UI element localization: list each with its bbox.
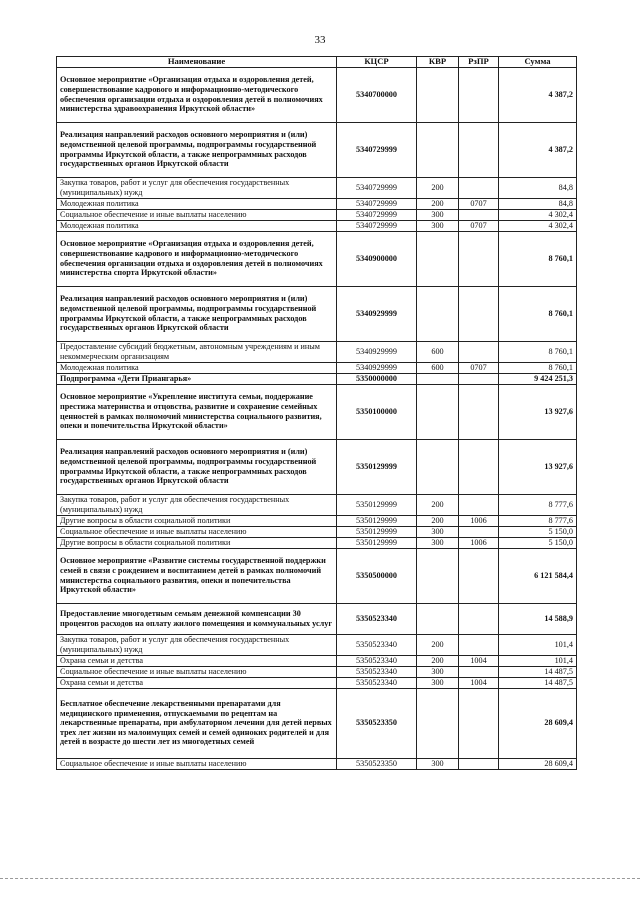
cell-kcsr: 5350523340 xyxy=(337,666,417,677)
cell-kvr: 200 xyxy=(417,515,459,526)
cell-name: Социальное обеспечение и иные выплаты населению xyxy=(57,209,337,220)
table-row xyxy=(57,526,577,537)
cell-name: Предоставление субсидий бюджетным, автономным учреждениям и иным некоммерческим организациям xyxy=(57,341,337,362)
cell-kvr: 200 xyxy=(417,494,459,515)
table-row xyxy=(57,341,577,362)
cell-sum: 13 927,6 xyxy=(499,439,577,494)
cell-kvr: 200 xyxy=(417,198,459,209)
table-row xyxy=(57,67,577,122)
table-row xyxy=(57,286,577,341)
cell-name: Бесплатное обеспечение лекарственными препаратами для медицинского применения, отпускаемыми по рецептам на лекарственные препараты, при амбулаторном лечении для детей первых трех лет жизни из малоимущих семей и семей одиноких родителей и для детей в возрасте до шести лет из многодетных семей xyxy=(57,688,337,758)
cell-name: Социальное обеспечение и иные выплаты населению xyxy=(57,758,337,769)
cell-kvr: 200 xyxy=(417,177,459,198)
cell-rzpr: 1006 xyxy=(459,537,499,548)
table-row xyxy=(57,515,577,526)
cell-kcsr: 5350523350 xyxy=(337,688,417,758)
cell-kvr xyxy=(417,439,459,494)
cell-rzpr: 1004 xyxy=(459,655,499,666)
table-row xyxy=(57,688,577,758)
cell-sum: 28 609,4 xyxy=(499,688,577,758)
cell-rzpr xyxy=(459,286,499,341)
cell-kvr: 300 xyxy=(417,209,459,220)
cell-name: Предоставление многодетным семьям денежной компенсации 30 процентов расходов на оплату жилого помещения и коммунальных услуг xyxy=(57,603,337,634)
cell-sum: 8 760,1 xyxy=(499,341,577,362)
cell-name: Социальное обеспечение и иные выплаты населению xyxy=(57,666,337,677)
cell-sum: 84,8 xyxy=(499,198,577,209)
cell-sum: 84,8 xyxy=(499,177,577,198)
cell-name: Социальное обеспечение и иные выплаты населению xyxy=(57,526,337,537)
cell-rzpr xyxy=(459,758,499,769)
table-row xyxy=(57,677,577,688)
header-kcsr: КЦСР xyxy=(337,57,417,68)
page-number: 33 xyxy=(314,34,326,46)
cell-name: Закупка товаров, работ и услуг для обеспечения государственных (муниципальных) нужд xyxy=(57,494,337,515)
header-rzpr: РзПР xyxy=(459,57,499,68)
table-row xyxy=(57,603,577,634)
cell-sum: 8 777,6 xyxy=(499,515,577,526)
cell-kvr: 300 xyxy=(417,677,459,688)
cell-name: Другие вопросы в области социальной политики xyxy=(57,537,337,548)
cell-sum: 14 487,5 xyxy=(499,677,577,688)
cell-kvr xyxy=(417,231,459,286)
cell-kcsr: 5340729999 xyxy=(337,209,417,220)
cell-kcsr: 5340929999 xyxy=(337,362,417,373)
cell-kvr: 300 xyxy=(417,220,459,231)
cell-kvr xyxy=(417,688,459,758)
table-row xyxy=(57,231,577,286)
table-row xyxy=(57,655,577,666)
table-row xyxy=(57,494,577,515)
cell-kcsr: 5350523340 xyxy=(337,634,417,655)
cell-kcsr: 5350129999 xyxy=(337,526,417,537)
cell-rzpr xyxy=(459,603,499,634)
cell-name: Подпрограмма «Дети Приангарья» xyxy=(57,373,337,384)
cell-sum: 28 609,4 xyxy=(499,758,577,769)
table-row xyxy=(57,758,577,769)
cell-sum: 8 760,1 xyxy=(499,286,577,341)
table-body xyxy=(57,67,577,769)
cell-name: Основное мероприятие «Организация отдыха и оздоровления детей, совершенствование кадрового и информационно-методического обеспечения организации отдыха и оздоровления детей в полномочиях министерства здравоохранения Иркутской области» xyxy=(57,67,337,122)
cell-kcsr: 5350523340 xyxy=(337,677,417,688)
cell-sum: 8 760,1 xyxy=(499,231,577,286)
cell-sum: 6 121 584,4 xyxy=(499,548,577,603)
table-row xyxy=(57,362,577,373)
cell-kvr: 600 xyxy=(417,341,459,362)
table-row xyxy=(57,666,577,677)
cell-sum: 14 588,9 xyxy=(499,603,577,634)
cell-kcsr: 5340900000 xyxy=(337,231,417,286)
cell-rzpr xyxy=(459,209,499,220)
table-row xyxy=(57,198,577,209)
cell-kvr xyxy=(417,548,459,603)
cell-kcsr: 5350000000 xyxy=(337,373,417,384)
header-sum: Сумма xyxy=(499,57,577,68)
cell-sum: 5 150,0 xyxy=(499,537,577,548)
cell-rzpr: 0707 xyxy=(459,198,499,209)
cell-rzpr xyxy=(459,231,499,286)
table-row xyxy=(57,634,577,655)
table-header-row xyxy=(57,57,577,68)
cell-kvr xyxy=(417,286,459,341)
cell-kvr xyxy=(417,373,459,384)
cell-name: Основное мероприятие «Укрепление института семьи, поддержание престижа материнства и отцовства, развитие и сохранение семейных ценностей в рамках полномочий министерства социального развития, опеки и попечительства Иркутской области» xyxy=(57,384,337,439)
cell-name: Молодежная политика xyxy=(57,198,337,209)
cell-rzpr xyxy=(459,122,499,177)
cell-name: Охрана семьи и детства xyxy=(57,677,337,688)
cell-kcsr: 5350500000 xyxy=(337,548,417,603)
cell-sum: 101,4 xyxy=(499,655,577,666)
cell-kcsr: 5350129999 xyxy=(337,439,417,494)
cell-kcsr: 5350100000 xyxy=(337,384,417,439)
cell-rzpr xyxy=(459,177,499,198)
cell-sum: 4 302,4 xyxy=(499,209,577,220)
cell-name: Реализация направлений расходов основного мероприятия и (или) ведомственной целевой программы, подпрограммы государственной программы Иркутской области, а также непрограммных расходов государственных органов Иркутской области xyxy=(57,286,337,341)
cell-kcsr: 5350523350 xyxy=(337,758,417,769)
cell-sum: 9 424 251,3 xyxy=(499,373,577,384)
cell-kvr: 600 xyxy=(417,362,459,373)
header-name: Наименование xyxy=(57,57,337,68)
cell-rzpr xyxy=(459,439,499,494)
budget-table xyxy=(56,56,577,770)
cell-kvr: 300 xyxy=(417,526,459,537)
cell-rzpr xyxy=(459,67,499,122)
cell-kvr: 300 xyxy=(417,758,459,769)
cell-kvr: 200 xyxy=(417,655,459,666)
cell-kvr: 300 xyxy=(417,537,459,548)
cell-kcsr: 5340729999 xyxy=(337,177,417,198)
cell-kcsr: 5350523340 xyxy=(337,655,417,666)
cell-rzpr xyxy=(459,526,499,537)
cell-kcsr: 5350129999 xyxy=(337,515,417,526)
cell-name: Другие вопросы в области социальной политики xyxy=(57,515,337,526)
cell-sum: 13 927,6 xyxy=(499,384,577,439)
cell-name: Закупка товаров, работ и услуг для обеспечения государственных (муниципальных) нужд xyxy=(57,634,337,655)
cell-name: Основное мероприятие «Организация отдыха и оздоровления детей, совершенствование кадрового и информационно-методического обеспечения организации отдыха и оздоровления детей в полномочиях министерства спорта Иркутской области» xyxy=(57,231,337,286)
table-row xyxy=(57,373,577,384)
cell-sum: 14 487,5 xyxy=(499,666,577,677)
cell-sum: 8 777,6 xyxy=(499,494,577,515)
cell-kcsr: 5340929999 xyxy=(337,341,417,362)
cell-rzpr xyxy=(459,634,499,655)
table-row xyxy=(57,209,577,220)
scan-edge-line xyxy=(0,878,640,880)
cell-kcsr: 5340729999 xyxy=(337,122,417,177)
table-row xyxy=(57,384,577,439)
cell-name: Закупка товаров, работ и услуг для обеспечения государственных (муниципальных) нужд xyxy=(57,177,337,198)
cell-kcsr: 5340729999 xyxy=(337,220,417,231)
cell-rzpr xyxy=(459,688,499,758)
cell-kvr xyxy=(417,603,459,634)
table-row xyxy=(57,537,577,548)
table-row xyxy=(57,439,577,494)
cell-name: Молодежная политика xyxy=(57,220,337,231)
cell-kcsr: 5340729999 xyxy=(337,198,417,209)
cell-kvr: 200 xyxy=(417,634,459,655)
cell-rzpr: 0707 xyxy=(459,220,499,231)
cell-rzpr xyxy=(459,494,499,515)
cell-kcsr: 5350129999 xyxy=(337,494,417,515)
cell-sum: 5 150,0 xyxy=(499,526,577,537)
cell-rzpr: 1004 xyxy=(459,677,499,688)
cell-sum: 4 387,2 xyxy=(499,122,577,177)
table-row xyxy=(57,548,577,603)
cell-sum: 4 387,2 xyxy=(499,67,577,122)
table-row xyxy=(57,122,577,177)
cell-kvr xyxy=(417,67,459,122)
cell-kvr xyxy=(417,384,459,439)
cell-name: Молодежная политика xyxy=(57,362,337,373)
cell-sum: 4 302,4 xyxy=(499,220,577,231)
cell-sum: 8 760,1 xyxy=(499,362,577,373)
table-row xyxy=(57,177,577,198)
cell-name: Основное мероприятие «Развитие системы государственной поддержки семей в связи с рождением и воспитанием детей в рамках полномочий министерства социального развития, опеки и попечительства Иркутской области» xyxy=(57,548,337,603)
cell-name: Охрана семьи и детства xyxy=(57,655,337,666)
cell-sum: 101,4 xyxy=(499,634,577,655)
cell-kcsr: 5350523340 xyxy=(337,603,417,634)
table-row xyxy=(57,220,577,231)
cell-rzpr xyxy=(459,548,499,603)
cell-rzpr xyxy=(459,341,499,362)
cell-kvr xyxy=(417,122,459,177)
cell-rzpr xyxy=(459,373,499,384)
cell-name: Реализация направлений расходов основного мероприятия и (или) ведомственной целевой программы, подпрограммы государственной программы Иркутской области, а также непрограммных расходов государственных органов Иркутской области xyxy=(57,122,337,177)
cell-rzpr: 0707 xyxy=(459,362,499,373)
header-kvr: КВР xyxy=(417,57,459,68)
cell-kvr: 300 xyxy=(417,666,459,677)
cell-kcsr: 5340929999 xyxy=(337,286,417,341)
cell-kcsr: 5350129999 xyxy=(337,537,417,548)
cell-rzpr xyxy=(459,666,499,677)
cell-rzpr xyxy=(459,384,499,439)
cell-name: Реализация направлений расходов основного мероприятия и (или) ведомственной целевой программы, подпрограммы государственной программы Иркутской области, а также непрограммных расходов государственных органов Иркутской области xyxy=(57,439,337,494)
cell-rzpr: 1006 xyxy=(459,515,499,526)
cell-kcsr: 5340700000 xyxy=(337,67,417,122)
